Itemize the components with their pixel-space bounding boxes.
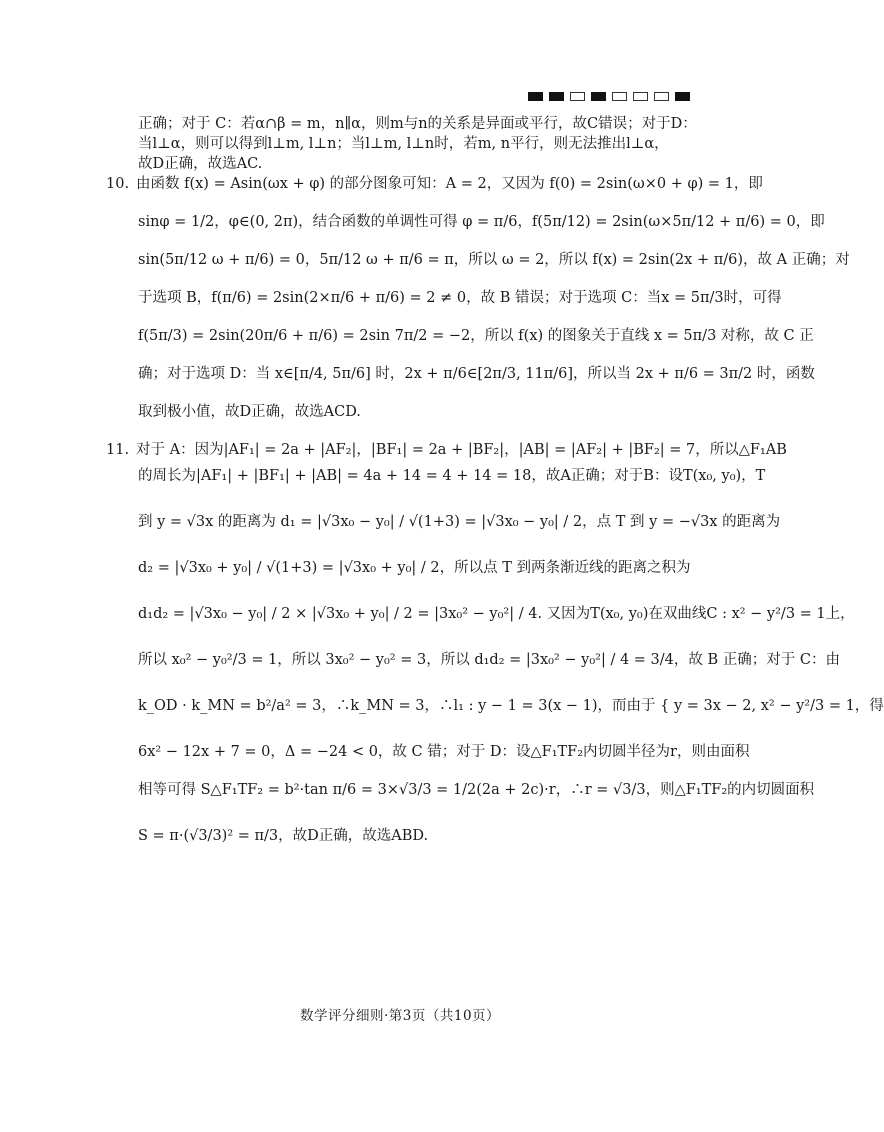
line-text: 对于 A：因为|AF₁| = 2a + |AF₂|，|BF₁| = 2a + |BF₂|，|AB| = |AF₂| + |BF₂| = 7，所以△F₁AB bbox=[136, 442, 787, 458]
line-text: 正确；对于 C：若α∩β = m，n∥α，则m与n的关系是异面或平行，故C错误；对于D： bbox=[138, 116, 697, 132]
text-line bbox=[108, 696, 884, 716]
text-line bbox=[108, 512, 781, 532]
text-line bbox=[108, 780, 815, 800]
page-mark-empty bbox=[612, 92, 627, 101]
question-number: 10. bbox=[106, 176, 130, 192]
text-line bbox=[108, 650, 840, 670]
text-line bbox=[106, 174, 763, 194]
text-line bbox=[108, 212, 825, 232]
line-text: d₁d₂ = |√3x₀ − y₀| / 2 × |√3x₀ + y₀| / 2 = |3x₀² − y₀²| / 4. 又因为T(x₀, y₀)在双曲线C : x² − y²/3 = 1上， bbox=[138, 606, 855, 622]
text-line bbox=[108, 466, 766, 486]
text-line bbox=[108, 326, 814, 346]
line-text: sinφ = 1/2，φ∈(0, 2π)，结合函数的单调性可得 φ = π/6，f(5π/12) = 2sin(ω×5π/12 + π/6) = 0，即 bbox=[138, 214, 825, 230]
document-body bbox=[106, 114, 884, 846]
text-line bbox=[108, 402, 698, 422]
page-mark-empty bbox=[570, 92, 585, 101]
page-mark-empty bbox=[633, 92, 648, 101]
text-line bbox=[108, 364, 815, 384]
text-line bbox=[106, 440, 787, 460]
text-line bbox=[108, 114, 698, 134]
page-mark-filled bbox=[591, 92, 606, 101]
line-text: 所以 x₀² − y₀²/3 = 1，所以 3x₀² − y₀² = 3，所以 d₁d₂ = |3x₀² − y₀²| / 4 = 3/4，故 B 正确；对于 C：由 bbox=[138, 652, 840, 668]
line-text: 由函数 f(x) = Asin(ωx + φ) 的部分图象可知：A = 2，又因为 f(0) = 2sin(ω×0 + φ) = 1，即 bbox=[136, 176, 763, 192]
text-line bbox=[108, 604, 855, 624]
page-mark-filled bbox=[549, 92, 564, 101]
page-mark-empty bbox=[654, 92, 669, 101]
line-text: S = π·(√3/3)² = π/3，故D正确，故选ABD. bbox=[138, 828, 429, 844]
line-text: 到 y = √3x 的距离为 d₁ = |√3x₀ − y₀| / √(1+3) = |√3x₀ − y₀| / 2，点 T 到 y = −√3x 的距离为 bbox=[138, 514, 781, 530]
line-text: 相等可得 S△F₁TF₂ = b²·tan π/6 = 3×√3/3 = 1/2(2a + 2c)·r，∴r = √3/3，则△F₁TF₂的内切圆面积 bbox=[138, 782, 815, 798]
question-number: 11. bbox=[106, 442, 130, 458]
line-text: 故D正确，故选AC. bbox=[138, 156, 263, 172]
text-line bbox=[108, 288, 782, 308]
line-text: 于选项 B，f(π/6) = 2sin(2×π/6 + π/6) = 2 ≠ 0，故 B 错误；对于选项 C：当x = 5π/3时，可得 bbox=[138, 290, 782, 306]
text-line bbox=[108, 154, 698, 174]
line-text: f(5π/3) = 2sin(20π/6 + π/6) = 2sin 7π/2 = −2，所以 f(x) 的图象关于直线 x = 5π/3 对称，故 C 正 bbox=[138, 328, 814, 344]
line-text: 6x² − 12x + 7 = 0，Δ = −24 < 0，故 C 错；对于 D：设△F₁TF₂内切圆半径为r，则由面积 bbox=[138, 744, 750, 760]
text-line bbox=[108, 742, 750, 762]
text-line bbox=[108, 558, 698, 578]
line-text: k_OD · k_MN = b²/a² = 3，∴k_MN = 3，∴l₁ : y − 1 = 3(x − 1)，而由于 { y = 3x − 2, x² − y²/3 = 1，得 bbox=[138, 698, 884, 714]
page-mark-filled bbox=[528, 92, 543, 101]
line-text: 当l⊥α，则可以得到l⊥m, l⊥n；当l⊥m, l⊥n时，若m, n平行，则无法推出l⊥α， bbox=[138, 136, 669, 152]
text-line bbox=[108, 826, 698, 846]
text-line bbox=[108, 250, 850, 270]
page-mark-filled bbox=[675, 92, 690, 101]
page-footer: 数学评分细则·第3页（共10页） bbox=[299, 1008, 501, 1024]
line-text: sin(5π/12 ω + π/6) = 0，5π/12 ω + π/6 = π，所以 ω = 2，所以 f(x) = 2sin(2x + π/6)，故 A 正确；对 bbox=[138, 252, 850, 268]
line-text: d₂ = |√3x₀ + y₀| / √(1+3) = |√3x₀ + y₀| / 2，所以点 T 到两条渐近线的距离之积为 bbox=[138, 560, 691, 576]
line-text: 的周长为|AF₁| + |BF₁| + |AB| = 4a + 14 = 4 + 14 = 18，故A正确；对于B：设T(x₀, y₀)，T bbox=[138, 468, 766, 484]
page-progress-marks bbox=[528, 92, 690, 101]
line-text: 确；对于选项 D：当 x∈[π/4, 5π/6] 时，2x + π/6∈[2π/3, 11π/6]，所以当 2x + π/6 = 3π/2 时，函数 bbox=[138, 366, 815, 382]
line-text: 取到极小值，故D正确，故选ACD. bbox=[138, 404, 361, 420]
text-line bbox=[108, 134, 698, 154]
